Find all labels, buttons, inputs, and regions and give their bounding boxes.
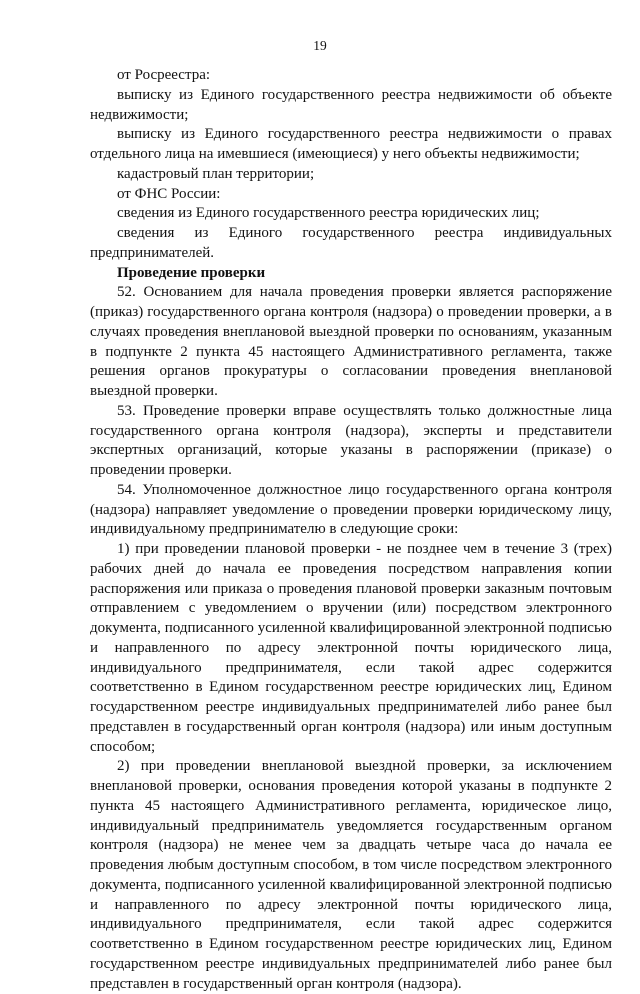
paragraph-cadastral-plan: кадастровый план территории;	[117, 165, 315, 182]
paragraph-from-fns: от ФНС России:	[117, 185, 221, 202]
section-heading: Проведение проверки	[117, 264, 266, 281]
paragraph-52: 52. Основанием для начала проведения проверки является распоряжение (приказ) государственного органа контроля (надзора) о проведении проверки, а в случаях проведения внеплановой выездной проверки по основаниям, указанным в подпункте 2 пункта 45 настоящего Административного регламента, также решения органов прокуратуры о согласовании проведения внеплановой выездной проверки.	[90, 284, 612, 399]
document-body	[90, 66, 612, 994]
paragraph-54-item-2: 2) при проведении внеплановой выездной проверки, за исключением внеплановой проверки, основания проведения которой указаны в подпункте 2 пункта 45 настоящего Административного регламента, юридическое лицо, индивидуальный предприниматель уведомляется государственным органом контроля (надзора) не менее чем за двадцать четыре часа до начала ее проведения любым доступным способом, в том числе посредством электронного документа, подписанного усиленной квалифицированной электронной подписью и направленного по адресу электронной почты юридического лица, индивидуального предпринимателя, если такой адрес содержится соответственно в Едином государственном реестре юридических лиц, Едином государственном реестре индивидуальных предпринимателей либо ранее был представлен в государственный орган контроля (надзора).	[90, 758, 612, 992]
paragraph-legal-entities-register: сведения из Единого государственного реестра юридических лиц;	[117, 205, 540, 222]
paragraph-entrepreneurs-register: сведения из Единого государственного реестра индивидуальных предпринимателей.	[90, 225, 612, 261]
paragraph-extract-object: выписку из Единого государственного реестра недвижимости об объекте недвижимости;	[90, 86, 612, 123]
page-number: 19	[313, 38, 327, 53]
paragraph-extract-rights: выписку из Единого государственного реестра недвижимости о правах отдельного лица на имевшиеся (имеющиеся) у него объекты недвижимости;	[90, 126, 612, 162]
paragraph-54: 54. Уполномоченное должностное лицо государственного органа контроля (надзора) направляет уведомление о проведении проверки юридическому лицу, индивидуальному предпринимателю в следующие сроки:	[90, 481, 612, 538]
paragraph-53: 53. Проведение проверки вправе осуществлять только должностные лица государственного органа контроля (надзора), эксперты и представители экспертных организаций, которые указаны в распоряжении (приказе) о проведении проверки.	[90, 402, 612, 478]
paragraph-from-rosreestr: от Росреестра:	[117, 67, 211, 83]
paragraph-54-item-1: 1) при проведении плановой проверки - не позднее чем в течение 3 (трех) рабочих дней до начала ее проведения посредством направления копии распоряжения или приказа о проведения плановой проверки заказным почтовым отправлением с уведомлением о вручении (или) посредством электронного документа, подписанного усиленной квалифицированной электронной подписью и направленного по адресу электронной почты юридического лица, индивидуального предпринимателя, если такой адрес содержится соответственно в Едином государственном реестре юридических лиц, Едином государственном реестре индивидуальных предпринимателей либо ранее был представлен в государственный орган контроля (надзора) или иным доступным способом;	[90, 541, 612, 755]
